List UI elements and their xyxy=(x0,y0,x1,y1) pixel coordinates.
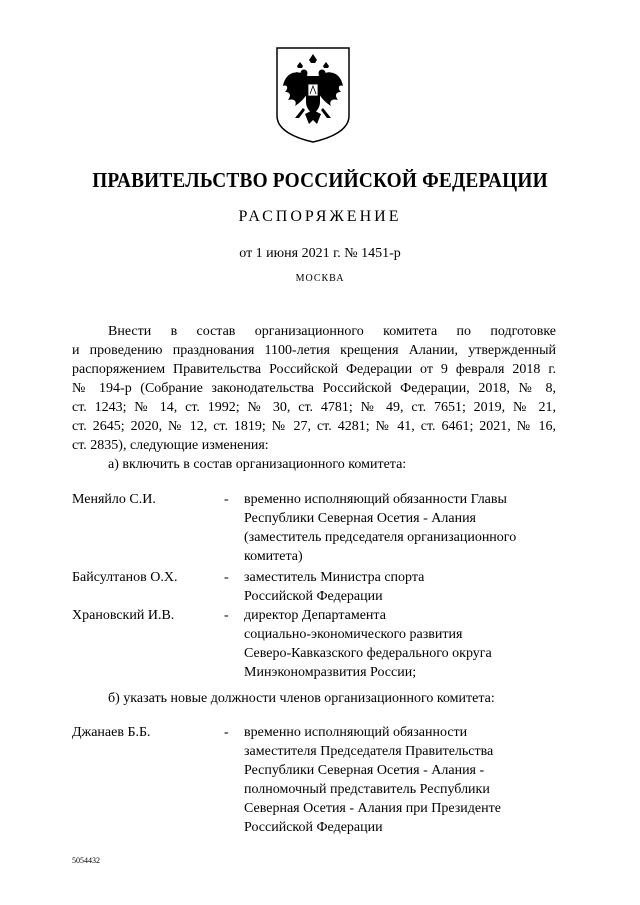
government-title: ПРАВИТЕЛЬСТВО РОССИЙСКОЙ ФЕДЕРАЦИИ xyxy=(92,168,548,192)
position-line: Российской Федерации xyxy=(244,589,383,604)
position-line: Российской Федерации xyxy=(244,820,383,835)
intro-line: и проведению празднования 1100-летия крещения Алании, утвержденный xyxy=(72,343,556,358)
document-city: МОСКВА xyxy=(295,273,345,284)
position-line: социально-экономического развития xyxy=(244,627,463,642)
member-name: Байсултанов О.Х. xyxy=(72,570,178,585)
position-line: заместитель Министра спорта xyxy=(244,570,425,585)
member-dash: - xyxy=(224,492,229,507)
member-dash: - xyxy=(224,725,229,740)
member-dash: - xyxy=(224,570,229,585)
section-a-heading: а) включить в состав организационного комитета: xyxy=(108,457,407,472)
intro-line: ст. 2645; 2020, № 12, ст. 1819; № 27, ст. 4281; № 41, ст. 6461; 2021, № 16, xyxy=(72,419,556,434)
document-type: РАСПОРЯЖЕНИЕ xyxy=(238,208,402,225)
intro-line: Внести в состав организационного комитета по подготовке xyxy=(108,324,556,339)
member-dash: - xyxy=(224,608,229,623)
document-id: 5054432 xyxy=(72,856,100,865)
intro-line: ст. 2835), следующие изменения: xyxy=(72,438,269,453)
position-line: директор Департамента xyxy=(244,608,386,623)
position-line: Минэкономразвития России; xyxy=(244,665,417,680)
member-name: Храновский И.В. xyxy=(72,608,175,623)
intro-line: ст. 1243; № 14, ст. 1992; № 30, ст. 4781; № 49, ст. 7651; 2019, № 21, xyxy=(72,400,556,415)
position-line: заместителя Председателя Правительства xyxy=(244,744,494,759)
position-line: Республики Северная Осетия - Алания - xyxy=(244,763,485,778)
position-line: временно исполняющий обязанности Главы xyxy=(244,492,507,507)
intro-line: распоряжением Правительства Российской Федерации от 9 февраля 2018 г. xyxy=(72,362,556,377)
position-line: временно исполняющий обязанности xyxy=(244,725,468,740)
position-line: Северная Осетия - Алания при Президенте xyxy=(244,801,501,816)
intro-line: № 194-р (Собрание законодательства Российской Федерации, 2018, № 8, xyxy=(72,381,556,396)
position-line: Республики Северная Осетия - Алания xyxy=(244,511,476,526)
member-name: Джанаев Б.Б. xyxy=(72,725,151,740)
position-line: полномочный представитель Республики xyxy=(244,782,490,797)
member-position xyxy=(244,568,556,606)
section-b-heading: б) указать новые должности членов организационного комитета: xyxy=(108,691,495,706)
member-name: Меняйло С.И. xyxy=(72,492,156,507)
member-position xyxy=(244,723,556,837)
position-line: комитета) xyxy=(244,549,303,564)
russian-emblem-icon xyxy=(275,46,351,144)
intro-paragraph xyxy=(72,322,556,455)
position-line: Северо-Кавказского федерального округа xyxy=(244,646,492,661)
document-date-number: от 1 июня 2021 г. № 1451-р xyxy=(239,246,401,261)
position-line: (заместитель председателя организационного xyxy=(244,530,517,545)
member-position xyxy=(244,490,556,566)
member-position xyxy=(244,606,556,682)
